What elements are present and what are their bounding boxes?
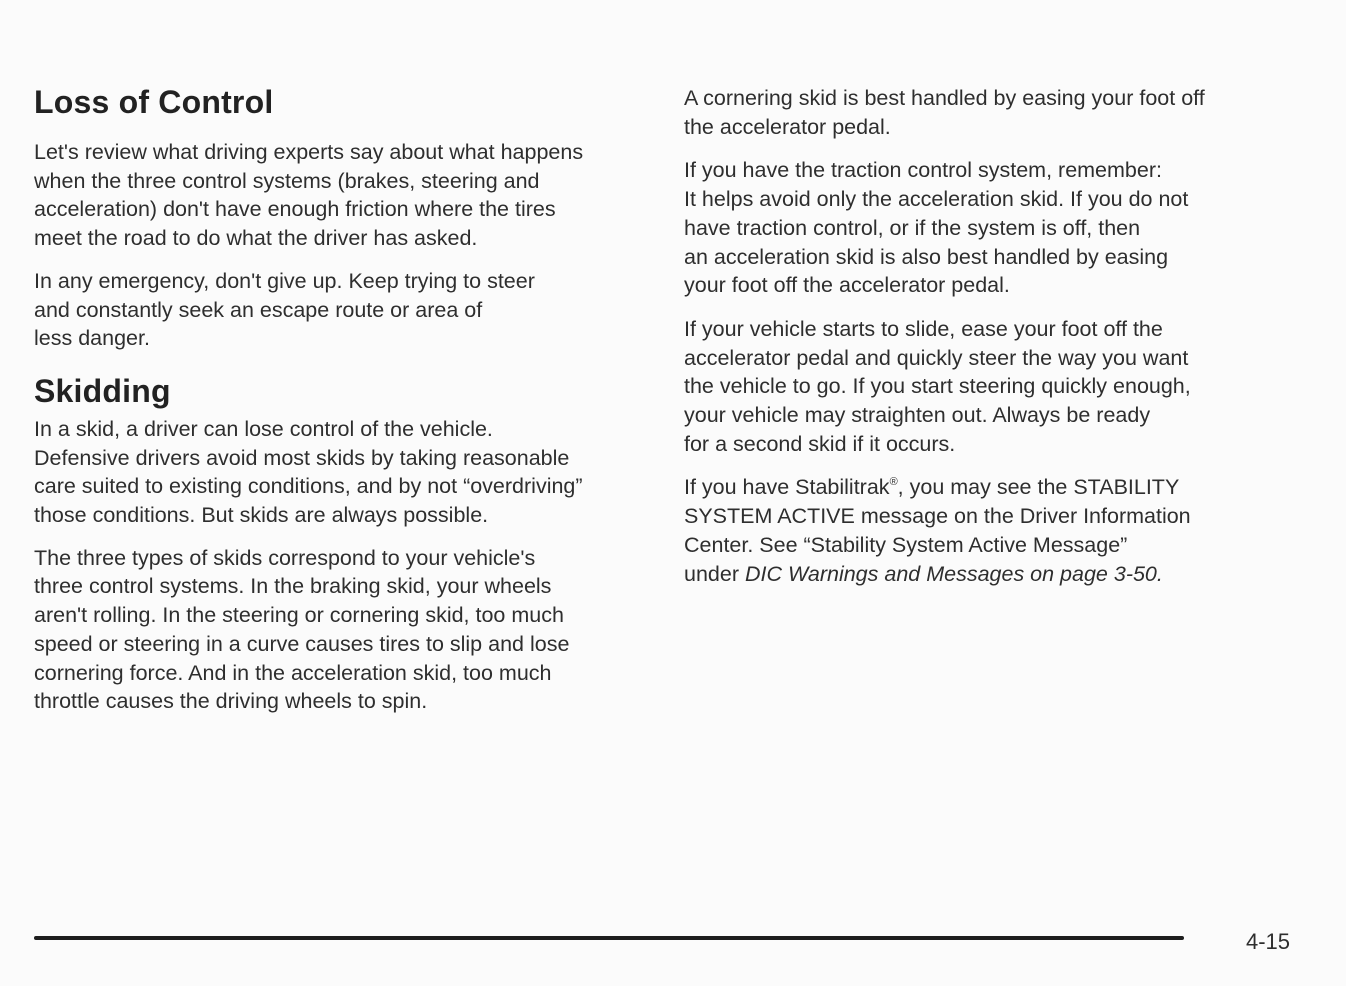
text-line: aren't rolling. In the steering or cornering skid, too much (34, 603, 564, 628)
heading-skidding: Skidding (34, 372, 171, 409)
paragraph-skid-types (34, 544, 646, 716)
text-line: your vehicle may straighten out. Always be ready (684, 403, 1151, 428)
text-line: an acceleration skid is also best handled by easing (684, 244, 1169, 269)
right-column (684, 84, 1284, 603)
heading-loss-of-control: Loss of Control (34, 84, 274, 120)
cross-reference: DIC Warnings and Messages on page 3-50. (744, 561, 1163, 586)
footer-rule (34, 936, 1184, 940)
text-line: three control systems. In the braking skid, your wheels (34, 574, 552, 599)
text-line: those conditions. But skids are always possible. (34, 503, 489, 528)
registered-mark: ® (889, 476, 898, 489)
text-line: SYSTEM ACTIVE message on the Driver Information (684, 504, 1191, 529)
paragraph-stabilitrak (684, 473, 1284, 588)
text-line: A cornering skid is best handled by easing your foot off (684, 86, 1205, 110)
text-line: less danger. (34, 326, 150, 351)
text-line: Center. See “Stability System Active Message” (684, 532, 1128, 557)
text-line: In any emergency, don't give up. Keep trying to steer (34, 268, 535, 293)
text-line: speed or steering in a curve causes tires to slip and lose (34, 631, 570, 656)
text-line: Defensive drivers avoid most skids by taking reasonable (34, 445, 570, 470)
paragraph-traction-control (684, 156, 1284, 300)
text-line: If your vehicle starts to slide, ease your foot off the (684, 316, 1163, 341)
text-fragment: , you may see the STABILITY (897, 475, 1180, 500)
text-line: The three types of skids correspond to your vehicle's (34, 545, 536, 570)
text-line: meet the road to do what the driver has asked. (34, 226, 478, 251)
text-fragment: If you have Stabilitrak (684, 475, 890, 500)
text-line: cornering force. And in the acceleration skid, too much (34, 660, 552, 685)
text-line: your foot off the accelerator pedal. (684, 273, 1010, 298)
left-column (34, 78, 646, 730)
text-line: the vehicle to go. If you start steering quickly enough, (684, 374, 1191, 399)
text-line: Let's review what driving experts say about what happens (34, 140, 584, 164)
text-line: and constantly seek an escape route or area of (34, 297, 483, 322)
paragraph-loss-of-control-intro (34, 138, 646, 253)
paragraph-vehicle-slide (684, 315, 1284, 459)
text-line (684, 473, 1284, 502)
text-line: It helps avoid only the acceleration skid. If you do not (684, 187, 1189, 212)
text-line: have traction control, or if the system is off, then (684, 215, 1141, 240)
text-line: accelerator pedal and quickly steer the way you want (684, 345, 1189, 370)
text-line: In a skid, a driver can lose control of the vehicle. (34, 416, 493, 441)
text-line: acceleration) don't have enough friction where the tires (34, 197, 556, 222)
text-line: throttle causes the driving wheels to spin. (34, 689, 428, 714)
text-line: If you have the traction control system, remember: (684, 158, 1162, 183)
page-number: 4-15 (1246, 929, 1291, 954)
paragraph-skid-intro (34, 415, 646, 530)
text-line: care suited to existing conditions, and by not “overdriving” (34, 474, 583, 499)
text-line (684, 560, 1284, 589)
paragraph-cornering-skid (684, 84, 1284, 141)
text-line: when the three control systems (brakes, steering and (34, 168, 540, 193)
paragraph-emergency (34, 267, 646, 353)
text-fragment: under (684, 561, 745, 586)
text-line: the accelerator pedal. (684, 114, 891, 139)
text-line: for a second skid if it occurs. (684, 431, 956, 456)
